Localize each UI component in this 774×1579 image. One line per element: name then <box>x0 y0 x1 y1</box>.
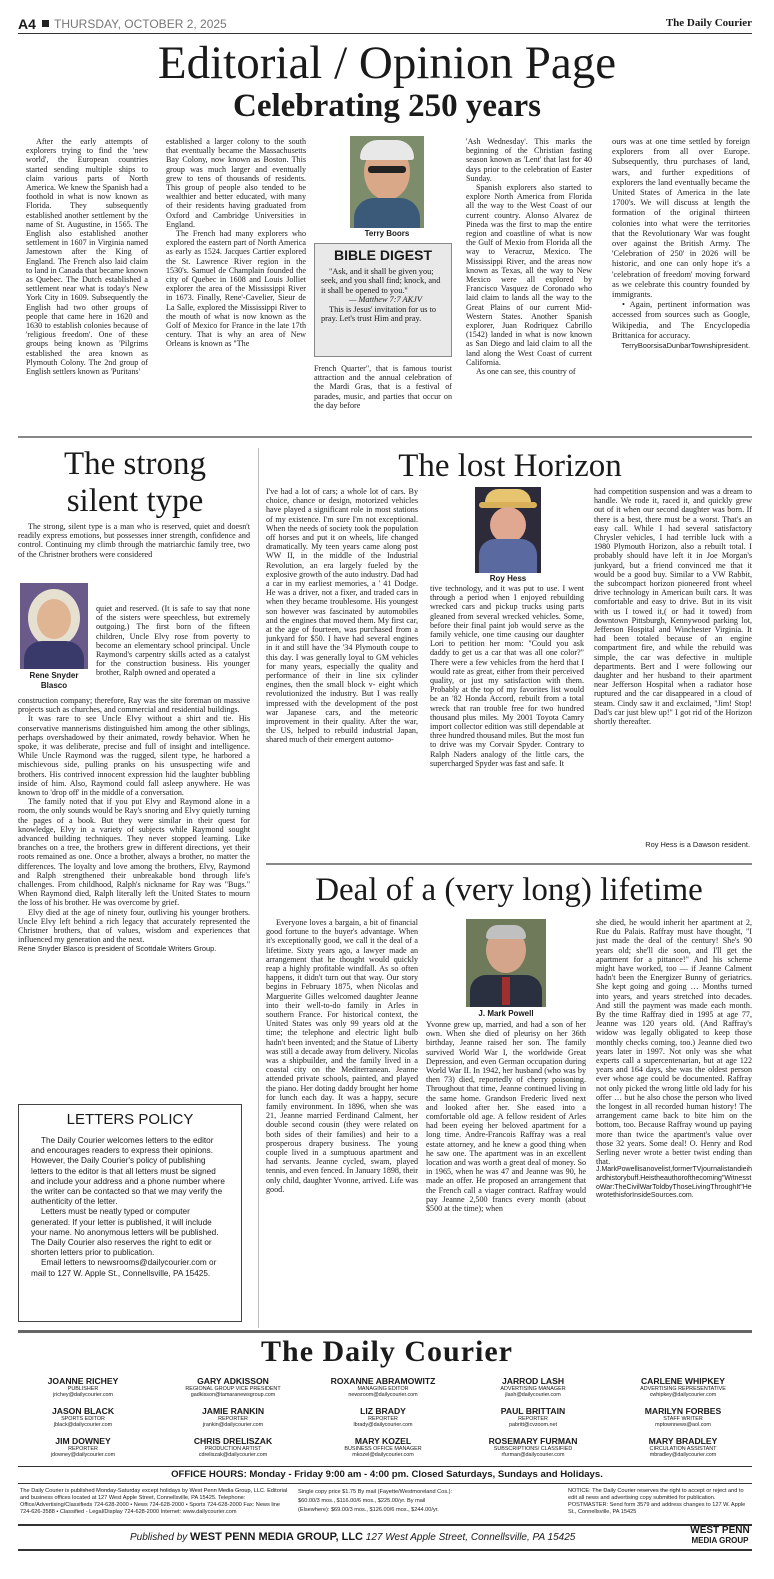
author-photo-rene-blasco <box>20 583 88 669</box>
staff-email: gadkisson@tamaranewsgroup.com <box>190 1392 276 1398</box>
masthead-logo: The Daily Courier <box>261 1335 513 1368</box>
staff-email: jrankin@dailycourier.com <box>202 1422 264 1428</box>
lost-horizon-col1: I've had a lot of cars; a whole lot of cars. By choice, chance or design, motorized vehicles have played a significant role in most stations of my existence. I'm sure I'm not exceptional. When the needs of society took the population off horses and put it on wheels, life changed dramatically. My teen years came along post WW II, in the middle of the Industrial Revolution, an era largely fueled by the explosive growth of the auto industry. Dad had a car in my earliest memories, a ' 41 Dodge. He was a driver, not a fixer, and traded cars in when they became troublesome. His youngest son however was fascinated by automobiles and the engines that moved them. My first car, at the age of fourteen, was purchased from a junkyard for $50. I have had several engines in it and still have the '34 Plymouth coupe to this day. I was generally loyal to GM vehicles for many years, especially the quality and performance of their in line six cylinder engines, then the small block v- eight which revolutionized the industry. But I was really impressed with the development of the post war Japanese cars, and the meteoric improvement in their quality. After the war, the US, helped to rebuild industrial Japan, shared much of their emergent automo- <box>266 487 418 745</box>
staff-entry <box>468 1436 598 1458</box>
staff-name: JASON BLACK <box>51 1406 115 1416</box>
editorial-col3b: French Quarter", that is famous tourist attraction and the annual celebration of the Mardi Gras, that is a festival of parades, music, and parties that occur on the day before <box>314 364 452 410</box>
staff-entry <box>18 1376 148 1398</box>
staff-name: JARROD LASH <box>501 1376 565 1386</box>
postal-notice <box>568 1488 750 1516</box>
staff-email: lbrady@dailycourier.com <box>353 1422 413 1428</box>
page-date: THURSDAY, OCTOBER 2, 2025 <box>54 17 227 31</box>
lost-horizon-col2: tive technology, and it was put to use. I went through a period when I enjoyed rebuilding wrecked cars and pickup trucks using parts gleaned from several wrecked vehicles. Some, before their final paint job would serve as the family vehicle, one time causing our daughter Lori to petition her mom: "Could you ask daddy to get us a car that was all one color?" There were a few vehicles from the herd that I would rate as great, either from their perceived quality, or just my satisfaction with them. Probably at the top of my favorites list would be an '82 Honda Accord, rebuilt from a total wreck that ran trouble free for two hundred thousand plus miles. My 2001 Toyota Camry import collector edition was still dependable at three hundred thousand miles. But the most fun to drive was my Corvair Spyder. Contrary to Ralph Naders analogy of the little cars, the supercharged Spyder was fast and safe. It <box>430 584 584 768</box>
notice-text: NOTICE: The Daily Courier reserves the right to accept or reject and to edit all news and advertising copy submitted for publication. <box>568 1488 744 1501</box>
square-bullet-icon <box>42 20 49 27</box>
staff-email: cdreliszak@dailycourier.com <box>198 1452 268 1458</box>
lost-horizon-headline: The lost Horizon <box>398 448 622 484</box>
staff-role: SPORTS EDITOR <box>61 1416 105 1422</box>
editorial-col2: established a larger colony to the south that eventually became the Massachusetts Bay Colony, now known as Boston. This group was much larger and eventually grew to tens of thousands of residents. This group of people also tended to be wealthier and better educated, with many of their residents having graduated from Oxford and Cambridge Universities in England. <box>166 137 306 229</box>
staff-entry <box>18 1436 148 1458</box>
logo-line-1: WEST PENN <box>690 1525 750 1536</box>
editorial-col5: ours was at one time settled by foreign explorers from all over Europe. Subsequently, thru purchases of land, wars, and further expeditions of explorers the land eventually became the United States of America in the late 1700's. We will discuss at length the formation of the original thirteen colonies into what were the territories that the Revolutionary War was fought over against the British Army. The 'Celebration of 250' in 2026 will be historic, and one can only hope it's a 'celebration of freedom' moving forward as we celebrate this country founded by immigrants. <box>612 137 750 300</box>
staff-role: REGIONAL GROUP VICE PRESIDENT <box>185 1386 281 1392</box>
deal-headline: Deal of a (very long) lifetime <box>315 872 703 908</box>
staff-email: mptownnews@aol.com <box>655 1422 711 1428</box>
silent-type-byline: Rene Snyder Blasco is president of Scottdale Writers Group. <box>18 944 217 954</box>
staff-name: ROXANNE ABRAMOWITZ <box>330 1376 436 1386</box>
staff-email: jblack@dailycourier.com <box>53 1422 113 1428</box>
page-title: Editorial / Opinion Page <box>157 37 617 89</box>
staff-role: REPORTER <box>68 1446 98 1452</box>
staff-role: ADVERTISING REPRESENTATIVE <box>640 1386 726 1392</box>
staff-name: JIM DOWNEY <box>55 1436 111 1446</box>
staff-name: MARY KOZEL <box>354 1436 412 1446</box>
silent-type-p1-tail: construction company; therefore, Ray was the site foreman on massive projects such as churches, and commercial and residential buildings. <box>18 696 250 715</box>
staff-email: jrichey@dailycourier.com <box>53 1392 113 1398</box>
letters-policy-box <box>18 1104 242 1322</box>
staff-role: PRODUCTION ARTIST <box>204 1446 262 1452</box>
staff-entry <box>168 1406 298 1428</box>
silent-type-p4: Elvy died at the age of ninety four, outliving his younger brothers. Uncle Elvy left behind a rich legacy that accurately represented the Christner brothers, that of values, wisdom and experiences that influenced my generation and the next. <box>18 907 250 945</box>
staff-role: MANAGING EDITOR <box>357 1386 409 1392</box>
silent-type-headline: The strong silent type <box>63 446 207 519</box>
staff-role: ADVERTISING MANAGER <box>500 1386 566 1392</box>
publisher-address: 127 West Apple Street, Connellsville, PA 15425 <box>365 1532 576 1543</box>
staff-email: mkozel@dailycourier.com <box>352 1452 414 1458</box>
staff-role: PUBLISHER <box>67 1386 99 1392</box>
staff-entry <box>468 1376 598 1398</box>
photo-caption-rene-blasco: Rene Snyder Blasco <box>29 671 79 690</box>
published-by-label: Published by <box>130 1532 188 1543</box>
staff-role: STAFF WRITER <box>663 1416 703 1422</box>
page-header <box>18 16 752 34</box>
staff-role: BUSINESS OFFICE MANAGER <box>344 1446 422 1452</box>
deal-byline: J.MarkPowellisanovelist,formerTVjournalistandieihardhistorybuff.Heistheauthorofthecoming"WitnesstoWar:TheCivilWarToldbyThoseLivingThroughIt"HewrotethisforInsideSources.com. <box>596 1166 752 1200</box>
staff-role: REPORTER <box>218 1416 248 1422</box>
staff-entry <box>468 1406 598 1428</box>
author-photo-terry-boors <box>350 136 424 228</box>
staff-email: cwhipkey@dailycourier.com <box>649 1392 717 1398</box>
staff-email: jdowney@dailycourier.com <box>50 1452 116 1458</box>
staff-email: newsroom@dailycourier.com <box>348 1392 418 1398</box>
editorial-byline: TerryBoorsisaDunbarTownshipresident. <box>621 341 750 351</box>
staff-role: CIRCULATION ASSISTANT <box>649 1446 717 1452</box>
staff-entry <box>18 1406 148 1428</box>
letters-policy-p1: The Daily Courier welcomes letters to the editor and encourages readers to express their opinions. However, the Daily Courier's policy of publishing letters to the editor is that all letters must be signed and include your address and a phone number where the writer can be contacted so that we may verify the authenticity of the letter. <box>31 1136 225 1207</box>
bible-reference: — Matthew 7:7 AKJV <box>349 295 422 305</box>
editorial-col4c: As one can see, this country of <box>476 367 576 377</box>
masthead-staff <box>18 1376 752 1466</box>
postmaster-text: POSTMASTER: Send form 3579 and address changes to 127 W. Apple St., Connellsville, PA 15425 <box>568 1502 746 1515</box>
staff-role: SUBSCRIPTIONS/ CLASSIFIED <box>493 1446 573 1452</box>
deal-col1: Everyone loves a bargain, a bit of financial good fortune to the buyer's advantage. When it's exceptionally good, we call it the deal of a lifetime. Sixty years ago, a lawyer made an arrangement that he thought would quickly reap a highly profitable windfall. As so often happens, it didn't turn out that way. Our story begins in February 1875, when Nicolas and Marguerite Gilles welcomed daughter Jeanne into their well-to-do family in Arles in southern France. For historical context, the United States was only 99 years old at the time; the telephone and electric light bulb hadn't been invented; and the Statue of Liberty was still a decade away from delivery. Nicolas was a shipbuilder, and the family lived in a coastal city on the Mediterranean. Jeanne attended private schools, painted, and played the piano. Her doting daddy brought her home for lunch each day. It was a happy, secure family environment. In 1896, when she was 21, Jeanne married Ferdinand Calment, her double second cousin (they were related on both sides of their families) and heir to a prosperous drapery business. The young couple lived in a sumptuous apartment and had servants. Jeanne cycled, swam, played tennis, and even fenced. In January 1898, their only child, daughter Yvonne, arrived. Life was good. <box>266 918 418 1194</box>
staff-role: REPORTER <box>518 1416 548 1422</box>
letters-policy-title: LETTERS POLICY <box>66 1111 194 1128</box>
staff-name: JAMIE RANKIN <box>201 1406 265 1416</box>
silent-type-p1-wrap: quiet and reserved. (It is safe to say that none of the sisters were speechless, but extremely outgoing.) The first born of the fifteen children, Uncle Elvy rose from poverty to become an elementary school principal. Uncle Raymond's carpentry skills acted as a catalyst for the construction business. His younger brother, Ralph owned and operated a <box>96 604 250 678</box>
staff-entry <box>318 1436 448 1458</box>
editorial-col5b: • Again, pertinent information was accessed from sources such as Google, Wikipedia, and The Encyclopedia Brittanica for accuracy. <box>612 300 750 340</box>
staff-entry <box>168 1436 298 1458</box>
staff-name: MARILYN FORBES <box>644 1406 722 1416</box>
silent-type-p1-top: The strong, silent type is a man who is reserved, quiet and doesn't readily express emotions, but possesses inner strength, confidence and control. Continuing my climb through the matriarchic family tree, two of the Christner brothers were considered <box>18 522 250 559</box>
staff-entry <box>618 1436 748 1458</box>
staff-entry <box>168 1376 298 1398</box>
publisher-line <box>130 1530 630 1545</box>
staff-entry <box>318 1376 448 1398</box>
editorial-col2b: The French had many explorers who explored the eastern part of North America as early as 1524. Jacques Cartier explored the St. Lawrence River region in the 1530's. Samuel de Champlain founded the city of Quebec in 1608 and Louis Jolliet explorer the area of the Mississippi River in 1673. Finally, Rene'-Cavelier, Sieur de La Salle, explored the Mississippi River to the mouth of what is now known as the Golf of Mexico for France in the late 17th century. That is why an area of New Orleans is known as "The <box>166 229 306 349</box>
bible-digest-title: BIBLE DIGEST <box>333 247 432 263</box>
bible-note: This is Jesus' invitation for us to pray. Let's trust Him and pray. <box>321 304 437 324</box>
staff-email: jlash@dailycourier.com <box>505 1392 561 1398</box>
publication-info: The Daily Courier is published Monday-Saturday except holidays by West Penn Media Group, LLC. Editorial and business offices located at 127 West Apple Street, Connellsville, PA 15425. Telephone: Office/Advertising/Classifieds 724-628-2000 • News 724-628-2000 • Sports 724-628-2000 Fax: News line 724-626-3588 • Classified - Legal/Display 724-628-2000 Internet: www.dailycourier.com <box>20 1488 288 1515</box>
letters-policy-p3: Email letters to newsrooms@dailycourier.com or mail to 127 W. Apple St., Connellsville, PA 15425. <box>31 1258 217 1278</box>
west-penn-logo <box>688 1526 752 1546</box>
photo-caption-terry-boors: Terry Boors <box>364 229 410 238</box>
photo-caption-mark-powell: J. Mark Powell <box>478 1009 534 1018</box>
staff-name: CARLENE WHIPKEY <box>640 1376 726 1386</box>
staff-email: pabritt@cvzoom.net <box>508 1422 558 1428</box>
deal-col3: she died, he would inherit her apartment at 2, Rue du Palais. Raffray must have thought, "I just made the deal of the century! She's 90 years old; she'll die soon, and I'll get the apartment for a pittance!" And his scheme might have worked, too — if Jeanne Calment hadn't been the Energizer Bunny of geriatrics. She kept going and going … Months turned into years, and years stretched into decades. And still the payment was made each month. By the time Raffray died in 1995 at age 77, Jeanne was 120 years old. (And Raffray's widow was legally obligated to keep those monthly checks coming, too.) Jeanne died two years later in 1997. Not only was she what experts call a supercentenarian, but at age 122 years and 164 days, she was the oldest person ever whose age could be documented. Raffray not only picked the wrong little old lady for his offer … but he also chose the person who lived the longest in all recorded human history! The arrangement came back to bite him on the bottom, too. Because Raffray wound up paying more than twice the apartment's value over those 32 years. Some deal! O. Henry and Rod Serling never wrote a better twist ending than that. <box>596 918 752 1167</box>
author-photo-roy-hess <box>475 487 541 573</box>
subscription-info: Single copy price $1.75 By mail (Fayette/Westmoreland Cos.): $60.00/3 mos., $116.00/6 mos., $225.00/yr. By mail (Elsewhere): $69.00/3 mos., $126.00/6 mos., $244.00/yr. <box>298 1489 453 1513</box>
silent-type-p2: It was rare to see Uncle Elvy without a shirt and tie. His conservative mannerisms distinguished him among the other siblings, perhaps overshadowed by their animated, rowdy behavior. When he spoke, it was deliberate, precise and full of insight and intelligence. While Uncle Raymond was the rugged, silent type, he harbored a mischievous side, pulling pranks on his unsuspecting wife and brothers. His contrived innocent expression hid the laughter bubbling inside of him. Also, Raymond could fall asleep anywhere. He was known to 'drop off' in the middle of a conversation. <box>18 714 250 798</box>
staff-name: MARY BRADLEY <box>648 1436 718 1446</box>
office-hours: OFFICE HOURS: Monday - Friday 9:00 am - 4:00 pm. Closed Saturdays, Sundays and Holidays. <box>171 1469 603 1480</box>
letters-policy-p2: Letters must be neatly typed or computer generated. If your letter is published, it will include your name. No anonymous letters will be published. The Daily Courier also reserves the right to edit or shorten letters prior to publication. <box>31 1207 219 1258</box>
deal-col2: Yvonne grew up, married, and had a son of her own. When she died of pleurisy on her 36th birthday, Jeanne raised her son. The family survived World War I, the worldwide Great Depression, and even German occupation during World War II. In 1942, her husband (who was by then 73) died, reportedly of cherry poisoning. Throughout that time, Jeanne continued living in the same home. Grandson Frederic lived next and looked after her. She eased into a comfortable old age. A fellow resident of Arles had been eyeing her beloved apartment for a long time. Andre-Francois Raffray was a real estate attorney, and he knew a good thing when he saw one. The apartment was in an excellent location and was worth a great deal of money. So in 1965, when he was 47 and Jeanne was 90, he made an offer. He proposed an arrangement that the French call a viager contract. Raffray would pay Jeanne 2,500 francs every month (about $500 at the time); when <box>426 1020 586 1214</box>
staff-name: ROSEMARY FURMAN <box>488 1436 578 1446</box>
editorial-col1: After the early attempts of explorers trying to find the 'new world', the European countries started sending multiple ships to claim various parts of North America. We knew the Spanish had a foothold in what is now known as Florida. They subsequently established another settlement by the name of St. Augustine, in 1565. The English also established another settlement in 1607 in Virginia named Jamestown after the King of England. The French also laid claim to land in Canada that became known as Quebec. The Dutch established a settlement near what is today's New York City in 1609. Subsequently the English had two other groups of people that came here in 1620 and 1630 to establish colonies because of 'religious freedom'. One of these groups being known as 'Pilgrims established the area known as Plymouth Colony. The 2nd group of English settlers known as 'Puritans' <box>26 137 148 377</box>
editorial-col4b: Spanish explorers also started to explore North America from Florida all the way to the West Coast of our current country. Alonso Alvarez de Pineda was the first to map the entire region and coastline of what is now the Gulf of Mexio from Florida all the way to Veracruz, Mexico. The Mississippi River, and the areas now known as Texas, all the way to New Mexico were all explored by Francisco Vasquez de Coronado who laid claim to lands all the way to the Great Plains of our current Mid-Western States. Another Spanish explorer, Juan Rodriquez Cabrillo (1542) landed in what is now known as San Diego and laid claim to all the land along the West Coast of current California. <box>466 183 592 367</box>
lost-horizon-byline: Roy Hess is a Dawson resident. <box>645 840 750 849</box>
silent-type-p3: The family noted that if you put Elvy and Raymond alone in a room, the only sounds would be Ray's snoring and Elvy quietly turning the pages of a book. But they were similar in their quest for knowledge, Elvy in a variety of subjects while Raymond sought advanced building techniques. They never stopped learning. Like branches on a tree, the brothers grew in different directions, yet their roots remained as one. Once a brother, always a brother, no matter the differences. The loyalty and love among the brothers, Elvy, Raymond and Ralph strengthened their unbreakable bond through life's challenges. From childhood, Ralph's nickname for Ray was "Bugs." When Raymond died, Ralph literally left the United States to mourn the loss of his brother. He was overcome by grief. <box>18 797 250 908</box>
staff-name: CHRIS DRELISZAK <box>193 1436 273 1446</box>
staff-email: rfurman@dailycourier.com <box>501 1452 565 1458</box>
editorial-col4: 'Ash Wednesday'. This marks the beginning of the Christian fasting season known as 'Lent' that last for 40 days prior to the celebration of Easter Sunday. <box>466 137 592 183</box>
bible-quote: "Ask, and it shall be given you; seek, and you shall find; knock, and it shall be opened to you." <box>321 267 441 295</box>
photo-caption-roy-hess: Roy Hess <box>489 574 527 583</box>
staff-name: JOANNE RICHEY <box>47 1376 119 1386</box>
staff-entry <box>618 1406 748 1428</box>
logo-line-2: MEDIA GROUP <box>691 1536 749 1545</box>
staff-entry <box>618 1376 748 1398</box>
staff-email: mbradley@dailycourier.com <box>649 1452 717 1458</box>
staff-entry <box>318 1406 448 1428</box>
page-number: A4 <box>18 16 36 32</box>
staff-name: GARY ADKISSON <box>197 1376 269 1386</box>
publisher-company: WEST PENN MEDIA GROUP, LLC <box>190 1531 364 1543</box>
bible-digest-box <box>314 243 452 357</box>
staff-name: PAUL BRITTAIN <box>500 1406 566 1416</box>
staff-name: LIZ BRADY <box>360 1406 406 1416</box>
lost-horizon-col3: had competition suspension and was a dream to handle. We rode it, raced it, and quickly grew out of it when our second daughter was born. If there is a best, there must be a worst. That's an easy call. While I had several satisfactory Chrysler vehicles, I had terrible luck with a 1980 Plymouth Horizon, also a rebuilt total. I probably should have left it in Joe Morgan's junkyard, but a friend convinced me that it would be a good buy. Similar to a VW Rabbit, the subcompact horizon pioneered front wheel drive technology in American built cars. It was comfortable and easy to drive. But in its visit with us I towed it,( or had it towed) from downtown Pittsburgh, Kennywood parking lot, Jefferson Hospital and Winchester Virginia. It had been totaled because of an engine compartment fire, and while the rebuild was simple, the car was defective in multiple departments. Bert and I were following our daughter and her husband to their apartment near Jefferson Hospital when a radiator hose ruptured and the car disappeared in a cloud of steam. Cindy saw it and exclaimed, "Jim! Stop! Dad's car just blew up!" I got rid of the Horizon shortly thereafter. <box>594 487 752 727</box>
author-photo-mark-powell <box>466 919 546 1007</box>
staff-role: REPORTER <box>368 1416 398 1422</box>
header-logo: The Daily Courier <box>665 17 752 29</box>
editorial-headline: Celebrating 250 years <box>233 88 541 124</box>
